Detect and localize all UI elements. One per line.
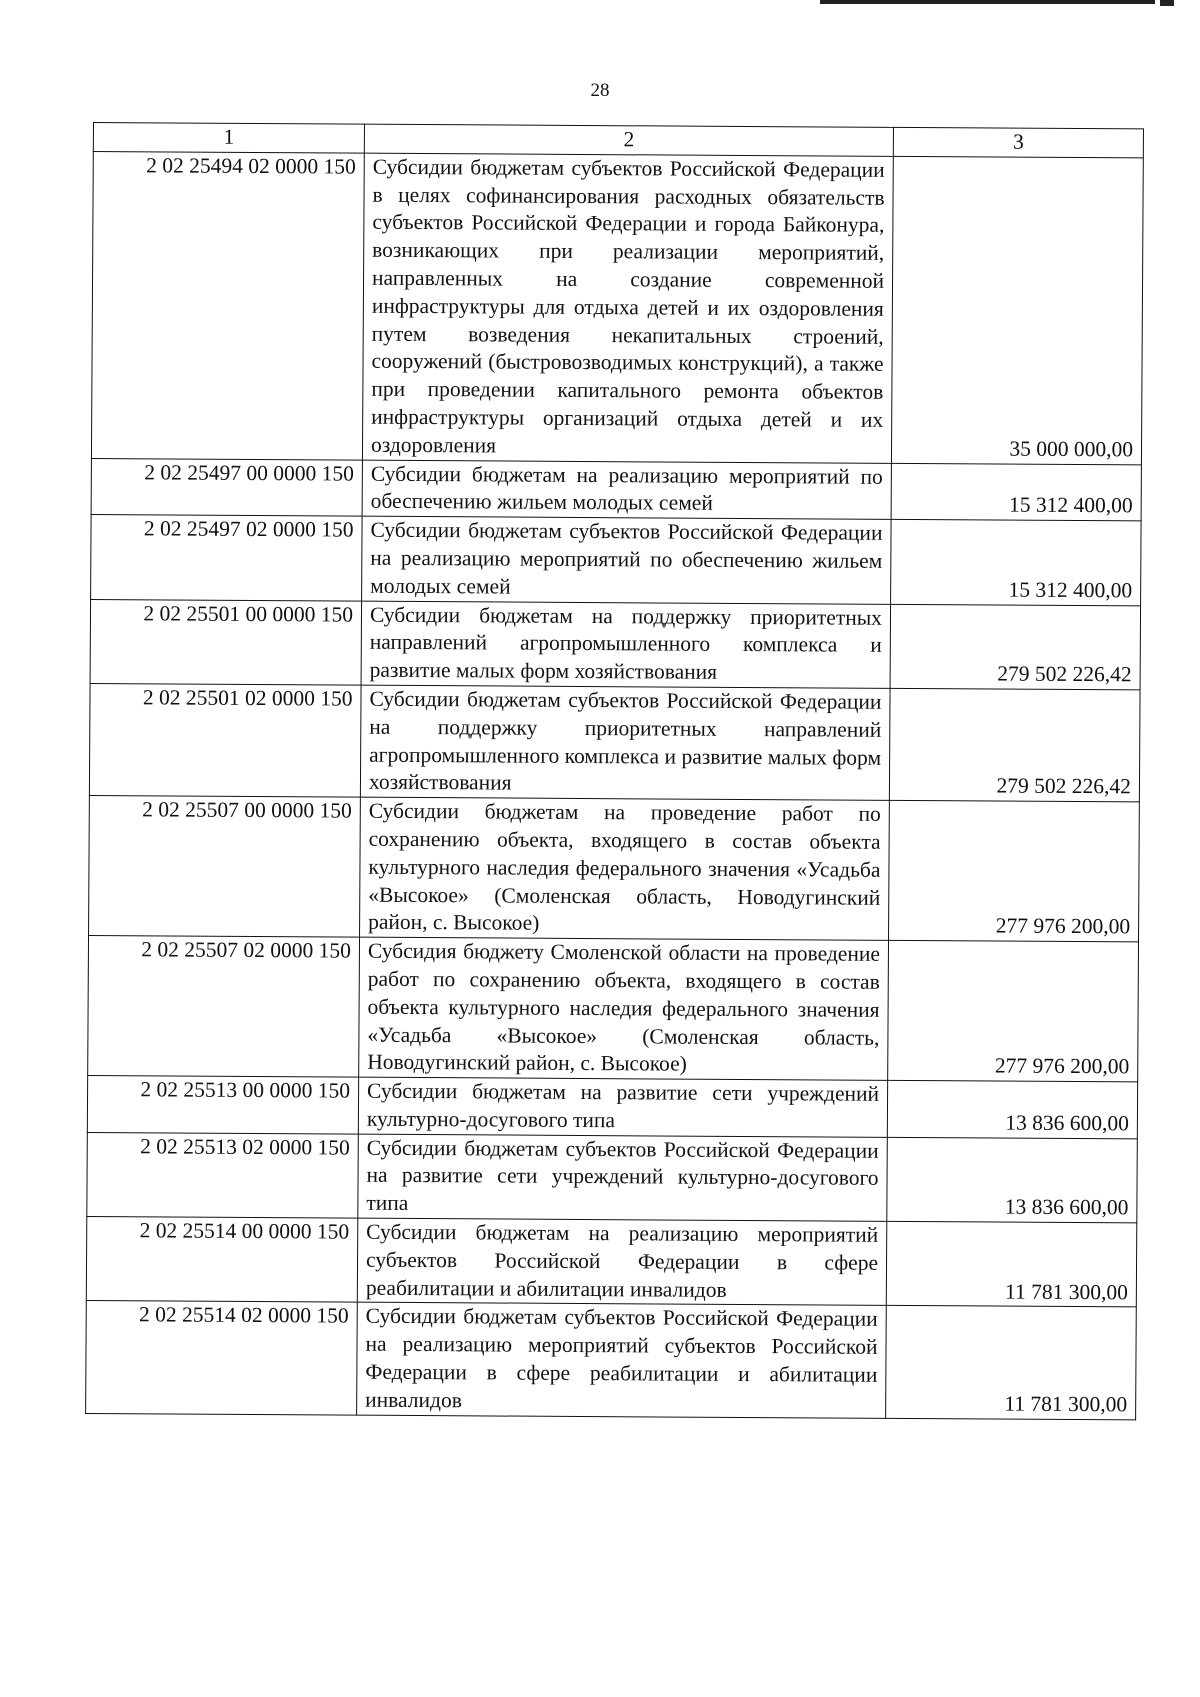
table-row (89, 796, 1140, 942)
row-amount: 11 781 300,00 (886, 1306, 1137, 1420)
row-code: 2 02 25513 00 0000 150 (87, 1076, 358, 1134)
column-header-3: 3 (893, 127, 1143, 157)
row-code: 2 02 25501 02 0000 150 (89, 683, 361, 797)
table-row (87, 1076, 1137, 1139)
row-description: Субсидии бюджетам на реализацию мероприятий субъектов Российской Федерации в сфере реабилитации и абилитации инвалидов (357, 1218, 887, 1306)
row-description: Субсидии бюджетам на реализацию мероприятий по обеспечению жильем молодых семей (362, 460, 891, 520)
table-row (89, 683, 1140, 802)
row-code: 2 02 25507 02 0000 150 (88, 936, 360, 1078)
budget-table (85, 122, 1144, 1420)
row-code: 2 02 25513 02 0000 150 (87, 1132, 359, 1218)
row-description: Субсидии бюджетам субъектов Российской Федерации на реализацию мероприятий субъектов Российской Федерации в сфере реабилитации и абилитации инвалидов (357, 1303, 887, 1418)
row-code: 2 02 25507 00 0000 150 (89, 796, 361, 938)
column-header-2: 2 (364, 124, 893, 156)
row-amount: 279 502 226,42 (889, 688, 1140, 802)
table-row (86, 1301, 1137, 1420)
row-code: 2 02 25497 00 0000 150 (91, 458, 362, 516)
row-description: Субсидии бюджетам субъектов Российской Федерации на реализацию мероприятий по обеспечению жильем молодых семей (362, 516, 892, 604)
row-code: 2 02 25494 02 0000 150 (91, 151, 364, 459)
row-code: 2 02 25497 02 0000 150 (91, 515, 363, 601)
scan-edge-mark (1160, 0, 1174, 6)
row-amount: 11 781 300,00 (886, 1221, 1137, 1307)
row-description: Субсидии бюджетам субъектов Российской Федерации на развитие сети учреждений культурно-досугового типа (358, 1134, 888, 1222)
table-row (91, 151, 1143, 464)
row-description: Субсидии бюджетам на поддержку приоритетных направлений агропромышленного комплекса и развитие малых форм хозяйствования (361, 601, 891, 689)
row-amount: 15 312 400,00 (891, 463, 1141, 521)
table-row (90, 599, 1140, 690)
row-description: Субсидии бюджетам субъектов Российской Федерации на поддержку приоритетных направлений агропромышленного комплекса и развитие малых форм хозяйствования (360, 685, 890, 800)
table-row (91, 515, 1141, 606)
row-code: 2 02 25501 00 0000 150 (90, 599, 362, 685)
row-amount: 279 502 226,42 (890, 604, 1141, 690)
column-header-1: 1 (93, 123, 364, 153)
row-amount: 15 312 400,00 (891, 520, 1142, 606)
table-body (86, 151, 1144, 1419)
scan-edge-bar (820, 0, 1155, 4)
row-amount: 277 976 200,00 (888, 940, 1139, 1082)
row-description: Субсидии бюджетам субъектов Российской Федерации в целях софинансирования расходных обязательств субъектов Российской Федерации и города Байконура, возникающих при реализации мероприятий, направленных на создание современной инфраструктуры для отдыха детей и их оздоровления путем возведения некапитальных строений, сооружений (быстровозводимых конструкций), а также при проведении капитального ремонта объектов инфраструктуры организаций отдыха детей и их оздоровления (362, 153, 893, 463)
table-row (91, 458, 1141, 521)
row-code: 2 02 25514 02 0000 150 (86, 1301, 358, 1415)
row-amount: 13 836 600,00 (887, 1137, 1138, 1223)
table-row (88, 936, 1139, 1082)
page-number: 28 (590, 80, 610, 101)
row-description: Субсидия бюджету Смоленской области на проведение работ по сохранению объекта, входящего в состав объекта культурного наследия федерального значения «Усадьба «Высокое» (Смоленская область, Новодугинский район, с. Высокое) (359, 937, 889, 1080)
table-row (86, 1217, 1136, 1308)
row-amount: 35 000 000,00 (891, 156, 1143, 464)
table-row (87, 1132, 1137, 1223)
row-description: Субсидии бюджетам на развитие сети учреждений культурно-досугового типа (358, 1077, 887, 1137)
row-amount: 277 976 200,00 (889, 801, 1140, 943)
row-description: Субсидии бюджетам на проведение работ по сохранению объекта, входящего в состав объекта культурного наследия федерального значения «Усадьба «Высокое» (Смоленская область, Новодугинский район, с. Высокое) (360, 797, 890, 940)
row-amount: 13 836 600,00 (887, 1080, 1137, 1138)
row-code: 2 02 25514 00 0000 150 (86, 1217, 358, 1303)
